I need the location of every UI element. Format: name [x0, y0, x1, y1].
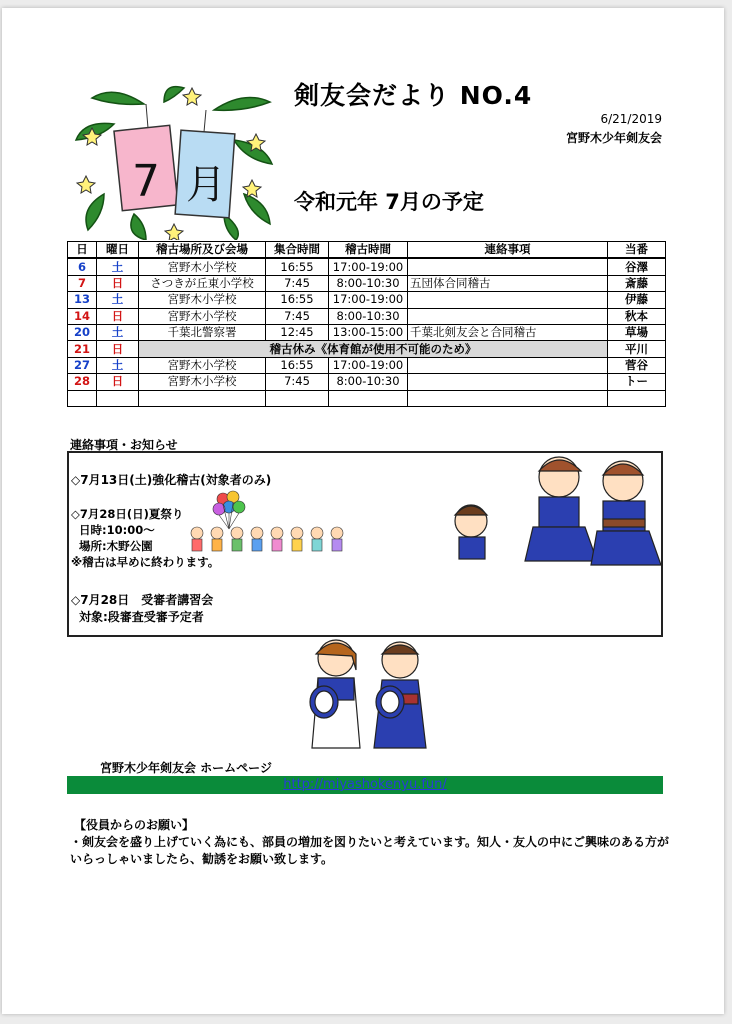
row-practice-time: 17:00-19:00 [329, 357, 408, 373]
row-day: 28 [68, 374, 97, 390]
row-note [408, 308, 608, 324]
row-meet-time: 7:45 [266, 374, 329, 390]
row-practice-time: 8:00-10:30 [329, 308, 408, 324]
schedule-subtitle: 令和元年 7月の予定 [294, 190, 484, 214]
schedule-row [68, 357, 666, 373]
row-day: 7 [68, 275, 97, 291]
row-note: 五団体合同稽古 [408, 275, 608, 291]
homepage-link[interactable]: http://miyashokenyu.fun/ [283, 777, 447, 792]
row-practice-time: 8:00-10:30 [329, 374, 408, 390]
empty-cell [266, 390, 329, 406]
row-note [408, 292, 608, 308]
notice-strength-training: ◇7月13日(土)強化稽古(対象者のみ) [71, 473, 272, 487]
row-duty: 秋本 [608, 308, 666, 324]
row-duty: 菅谷 [608, 357, 666, 373]
notice-exam-seminar-title: ◇7月28日 受審者講習会 [71, 593, 214, 607]
festival-kids-illustration [187, 489, 357, 559]
row-practice-time: 17:00-19:00 [329, 258, 408, 275]
schedule-row-rest [68, 341, 666, 357]
issue-date: 6/21/2019 [600, 112, 662, 126]
empty-cell [408, 390, 608, 406]
row-meet-time: 7:45 [266, 275, 329, 291]
schedule-row [68, 275, 666, 291]
header-place: 稽古場所及び会場 [139, 242, 266, 259]
newsletter-page [2, 8, 724, 1014]
row-note [408, 258, 608, 275]
header-practice-time: 稽古時間 [329, 242, 408, 259]
row-practice-time: 17:00-19:00 [329, 292, 408, 308]
header-duty: 当番 [608, 242, 666, 259]
row-practice-time: 13:00-15:00 [329, 324, 408, 340]
row-day: 20 [68, 324, 97, 340]
row-day: 27 [68, 357, 97, 373]
homepage-label: 宮野木少年剣友会 ホームページ [100, 761, 272, 775]
row-weekday: 日 [97, 308, 139, 324]
row-duty: 平川 [608, 341, 666, 357]
header-weekday: 曜日 [97, 242, 139, 259]
row-weekday: 日 [97, 374, 139, 390]
row-day: 14 [68, 308, 97, 324]
row-duty: 斎藤 [608, 275, 666, 291]
row-note [408, 374, 608, 390]
rest-day-notice: 稽古休み《体育館が使用不可能のため》 [139, 341, 608, 357]
month-art-digit: 7 [132, 156, 160, 207]
header-notes: 連絡事項 [408, 242, 608, 259]
row-day: 6 [68, 258, 97, 275]
schedule-header-row [68, 242, 666, 259]
organization-name: 宮野木少年剣友会 [565, 131, 662, 145]
row-meet-time: 16:55 [266, 258, 329, 275]
schedule-row [68, 324, 666, 340]
newsletter-title: 剣友会だより NO.4 [294, 81, 533, 110]
row-practice-time: 8:00-10:30 [329, 275, 408, 291]
schedule-row [68, 374, 666, 390]
row-place: 宮野木小学校 [139, 258, 266, 275]
schedule-row-empty [68, 390, 666, 406]
row-duty: 谷澤 [608, 258, 666, 275]
empty-cell [68, 390, 97, 406]
row-duty: 伊藤 [608, 292, 666, 308]
tanabata-july-illustration [74, 84, 274, 240]
empty-cell [139, 390, 266, 406]
notice-summer-festival-title: ◇7月28日(日)夏祭り [71, 507, 184, 521]
row-place: 宮野木小学校 [139, 308, 266, 324]
notice-summer-festival-place: 場所:木野公園 [79, 539, 153, 553]
row-meet-time: 7:45 [266, 308, 329, 324]
row-duty: 草場 [608, 324, 666, 340]
row-place: さつきが丘東小学校 [139, 275, 266, 291]
header-meet-time: 集合時間 [266, 242, 329, 259]
homepage-bar [67, 776, 663, 794]
row-meet-time: 16:55 [266, 292, 329, 308]
row-note: 千葉北剣友会と合同稽古 [408, 324, 608, 340]
notice-exam-seminar-target: 対象:段審査受審予定者 [79, 610, 204, 624]
row-place: 宮野木小学校 [139, 292, 266, 308]
row-duty: トー [608, 374, 666, 390]
notice-early-finish: ※稽古は早めに終わります。 [71, 555, 220, 569]
row-meet-time: 16:55 [266, 357, 329, 373]
row-day: 21 [68, 341, 97, 357]
notices-box [67, 451, 663, 637]
kids-row [191, 527, 343, 551]
row-weekday: 土 [97, 324, 139, 340]
empty-cell [97, 390, 139, 406]
month-art-kanji: 月 [186, 162, 226, 208]
row-weekday: 日 [97, 275, 139, 291]
schedule-row [68, 308, 666, 324]
schedule-row [68, 258, 666, 275]
header-day: 日 [68, 242, 97, 259]
row-place: 千葉北警察署 [139, 324, 266, 340]
kendo-children-illustration [296, 636, 444, 756]
empty-cell [329, 390, 408, 406]
schedule-table [67, 241, 666, 407]
request-text: ・剣友会を盛り上げていく為にも、部員の増加を図りたいと考えています。知人・友人の中にご興味のある方がいらっしゃいましたら、勧誘をお願い致します。 [70, 835, 670, 866]
row-day: 13 [68, 292, 97, 308]
row-place: 宮野木小学校 [139, 357, 266, 373]
row-weekday: 土 [97, 357, 139, 373]
schedule-row [68, 292, 666, 308]
row-weekday: 土 [97, 292, 139, 308]
row-note [408, 357, 608, 373]
request-title: 【役員からのお願い】 [74, 818, 195, 832]
kendo-kids-illustration [441, 453, 663, 573]
row-meet-time: 12:45 [266, 324, 329, 340]
notice-summer-festival-time: 日時:10:00～ [79, 523, 155, 537]
row-weekday: 日 [97, 341, 139, 357]
row-place: 宮野木小学校 [139, 374, 266, 390]
notices-section-label: 連絡事項・お知らせ [70, 438, 178, 452]
empty-cell [608, 390, 666, 406]
balloon-icons [213, 491, 245, 529]
row-weekday: 土 [97, 258, 139, 275]
